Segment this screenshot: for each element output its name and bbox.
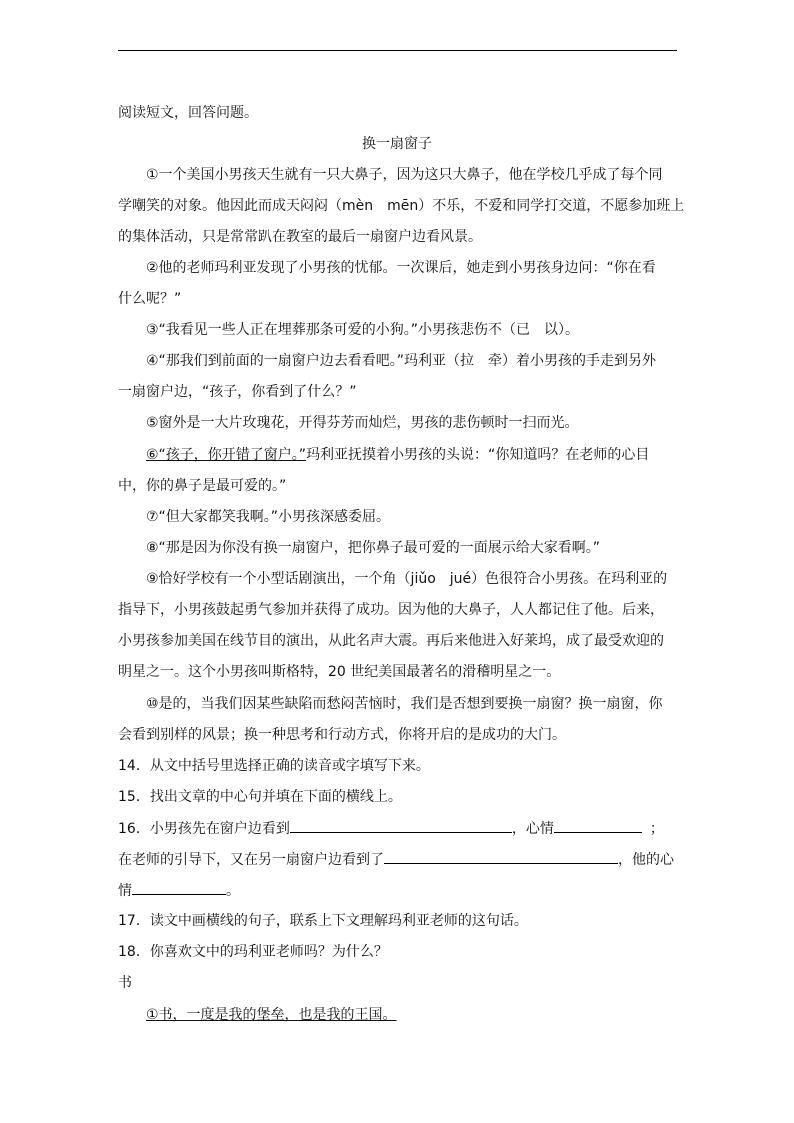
question-16-text: 情	[118, 883, 132, 899]
paragraph-line: ⑩是的，当我们因某些缺陷而愁闷苦恼时，我们是否想到要换一扇窗？换一扇窗，你	[146, 696, 663, 712]
paragraph-line: 明星之一。这个小男孩叫斯格特，20 世纪美国最著名的滑稽明星之一。	[118, 664, 561, 680]
answer-blank[interactable]	[290, 818, 512, 833]
paragraph-line: ④“那我们到前面的一扇窗户边去看看吧。”玛利亚（拉 牵）着小男孩的手走到另外	[146, 353, 657, 369]
next-article-underlined-line: ①书，一度是我的堡垒，也是我的王国。	[146, 1007, 397, 1023]
question-15: 15．找出文章的中心句并填在下面的横线上。	[118, 789, 402, 805]
paragraph-line: 一扇窗户边，“孩子，你看到了什么？”	[118, 384, 357, 400]
answer-blank[interactable]	[384, 849, 618, 864]
question-16-text: 16．小男孩先在窗户边看到	[118, 821, 290, 837]
question-14: 14．从文中括号里选择正确的读音或字填写下来。	[118, 758, 430, 774]
question-16-text: ；	[649, 821, 664, 837]
paragraph-text: 玛利亚抚摸着小男孩的头说：“你知道吗？在老师的心目	[306, 447, 650, 463]
paragraph-line: ①一个美国小男孩天生就有一只大鼻子，因为这只大鼻子，他在学校几乎成了每个同	[146, 167, 663, 183]
paragraph-line: ⑤窗外是一大片玫瑰花，开得芬芳而灿烂，男孩的悲伤顿时一扫而光。	[146, 415, 579, 431]
paragraph-line: 指导下，小男孩鼓起勇气参加并获得了成功。因为他的大鼻子，人人都记住了他。后来，	[118, 602, 664, 618]
paragraph-line: ②他的老师玛利亚发现了小男孩的忧郁。一次课后，她走到小男孩身边问：“你在看	[146, 260, 656, 276]
question-18: 18．你喜欢文中的玛利亚老师吗？为什么？	[118, 944, 388, 960]
intro-instruction: 阅读短文，回答问题。	[118, 105, 258, 121]
paragraph-line: 会看到别样的风景；换一种思考和行动方式，你将开启的是成功的大门。	[118, 727, 566, 743]
paragraph-line: 的集体活动，只是常常趴在教室的最后一扇窗户边看风景。	[118, 229, 482, 245]
paragraph-line: 什么呢？”	[118, 291, 182, 307]
question-17: 17．读文中画横线的句子，联系上下文理解玛利亚老师的这句话。	[118, 913, 528, 929]
article-title: 换一扇窗子	[362, 136, 432, 152]
paragraph-line: 学嘲笑的对象。他因此而成天闷闷（mèn mēn）不乐，不爱和同学打交道，不愿参加班上	[118, 198, 685, 214]
question-16-text: ，心情	[511, 821, 554, 837]
header-rule	[118, 50, 677, 51]
paragraph-line: ⑧“那是因为你没有换一扇窗户，把你鼻子最可爱的一面展示给大家看啊。”	[146, 540, 601, 556]
answer-blank[interactable]	[132, 880, 226, 895]
paragraph-line: ⑦“但大家都笑我啊。”小男孩深感委屈。	[146, 509, 391, 525]
next-article-title: 书	[118, 975, 132, 991]
question-16-line3	[118, 880, 240, 901]
paragraph-line: ⑨恰好学校有一个小型话剧演出，一个角（jiǔo jué）色很符合小男孩。在玛利亚的	[146, 571, 668, 587]
paragraph-line: ③“我看见一些人正在埋葬那条可爱的小狗。”小男孩悲伤不（已 以）。	[146, 322, 580, 338]
question-16-text: ，他的心	[618, 852, 674, 868]
underlined-sentence: ⑥“孩子，你开错了窗户。”	[146, 447, 307, 463]
paragraph-line	[146, 445, 649, 465]
question-16-text: 在老师的引导下，又在另一扇窗户边看到了	[118, 852, 384, 868]
question-16-line2	[118, 849, 674, 870]
paragraph-line: 小男孩参加美国在线节目的演出，从此名声大震。再后来他进入好莱坞，成了最受欢迎的	[118, 633, 664, 649]
question-16-line1	[118, 818, 664, 839]
answer-blank[interactable]	[554, 818, 642, 833]
paragraph-line: 中，你的鼻子是最可爱的。”	[118, 478, 287, 494]
question-16-text: 。	[226, 883, 240, 899]
